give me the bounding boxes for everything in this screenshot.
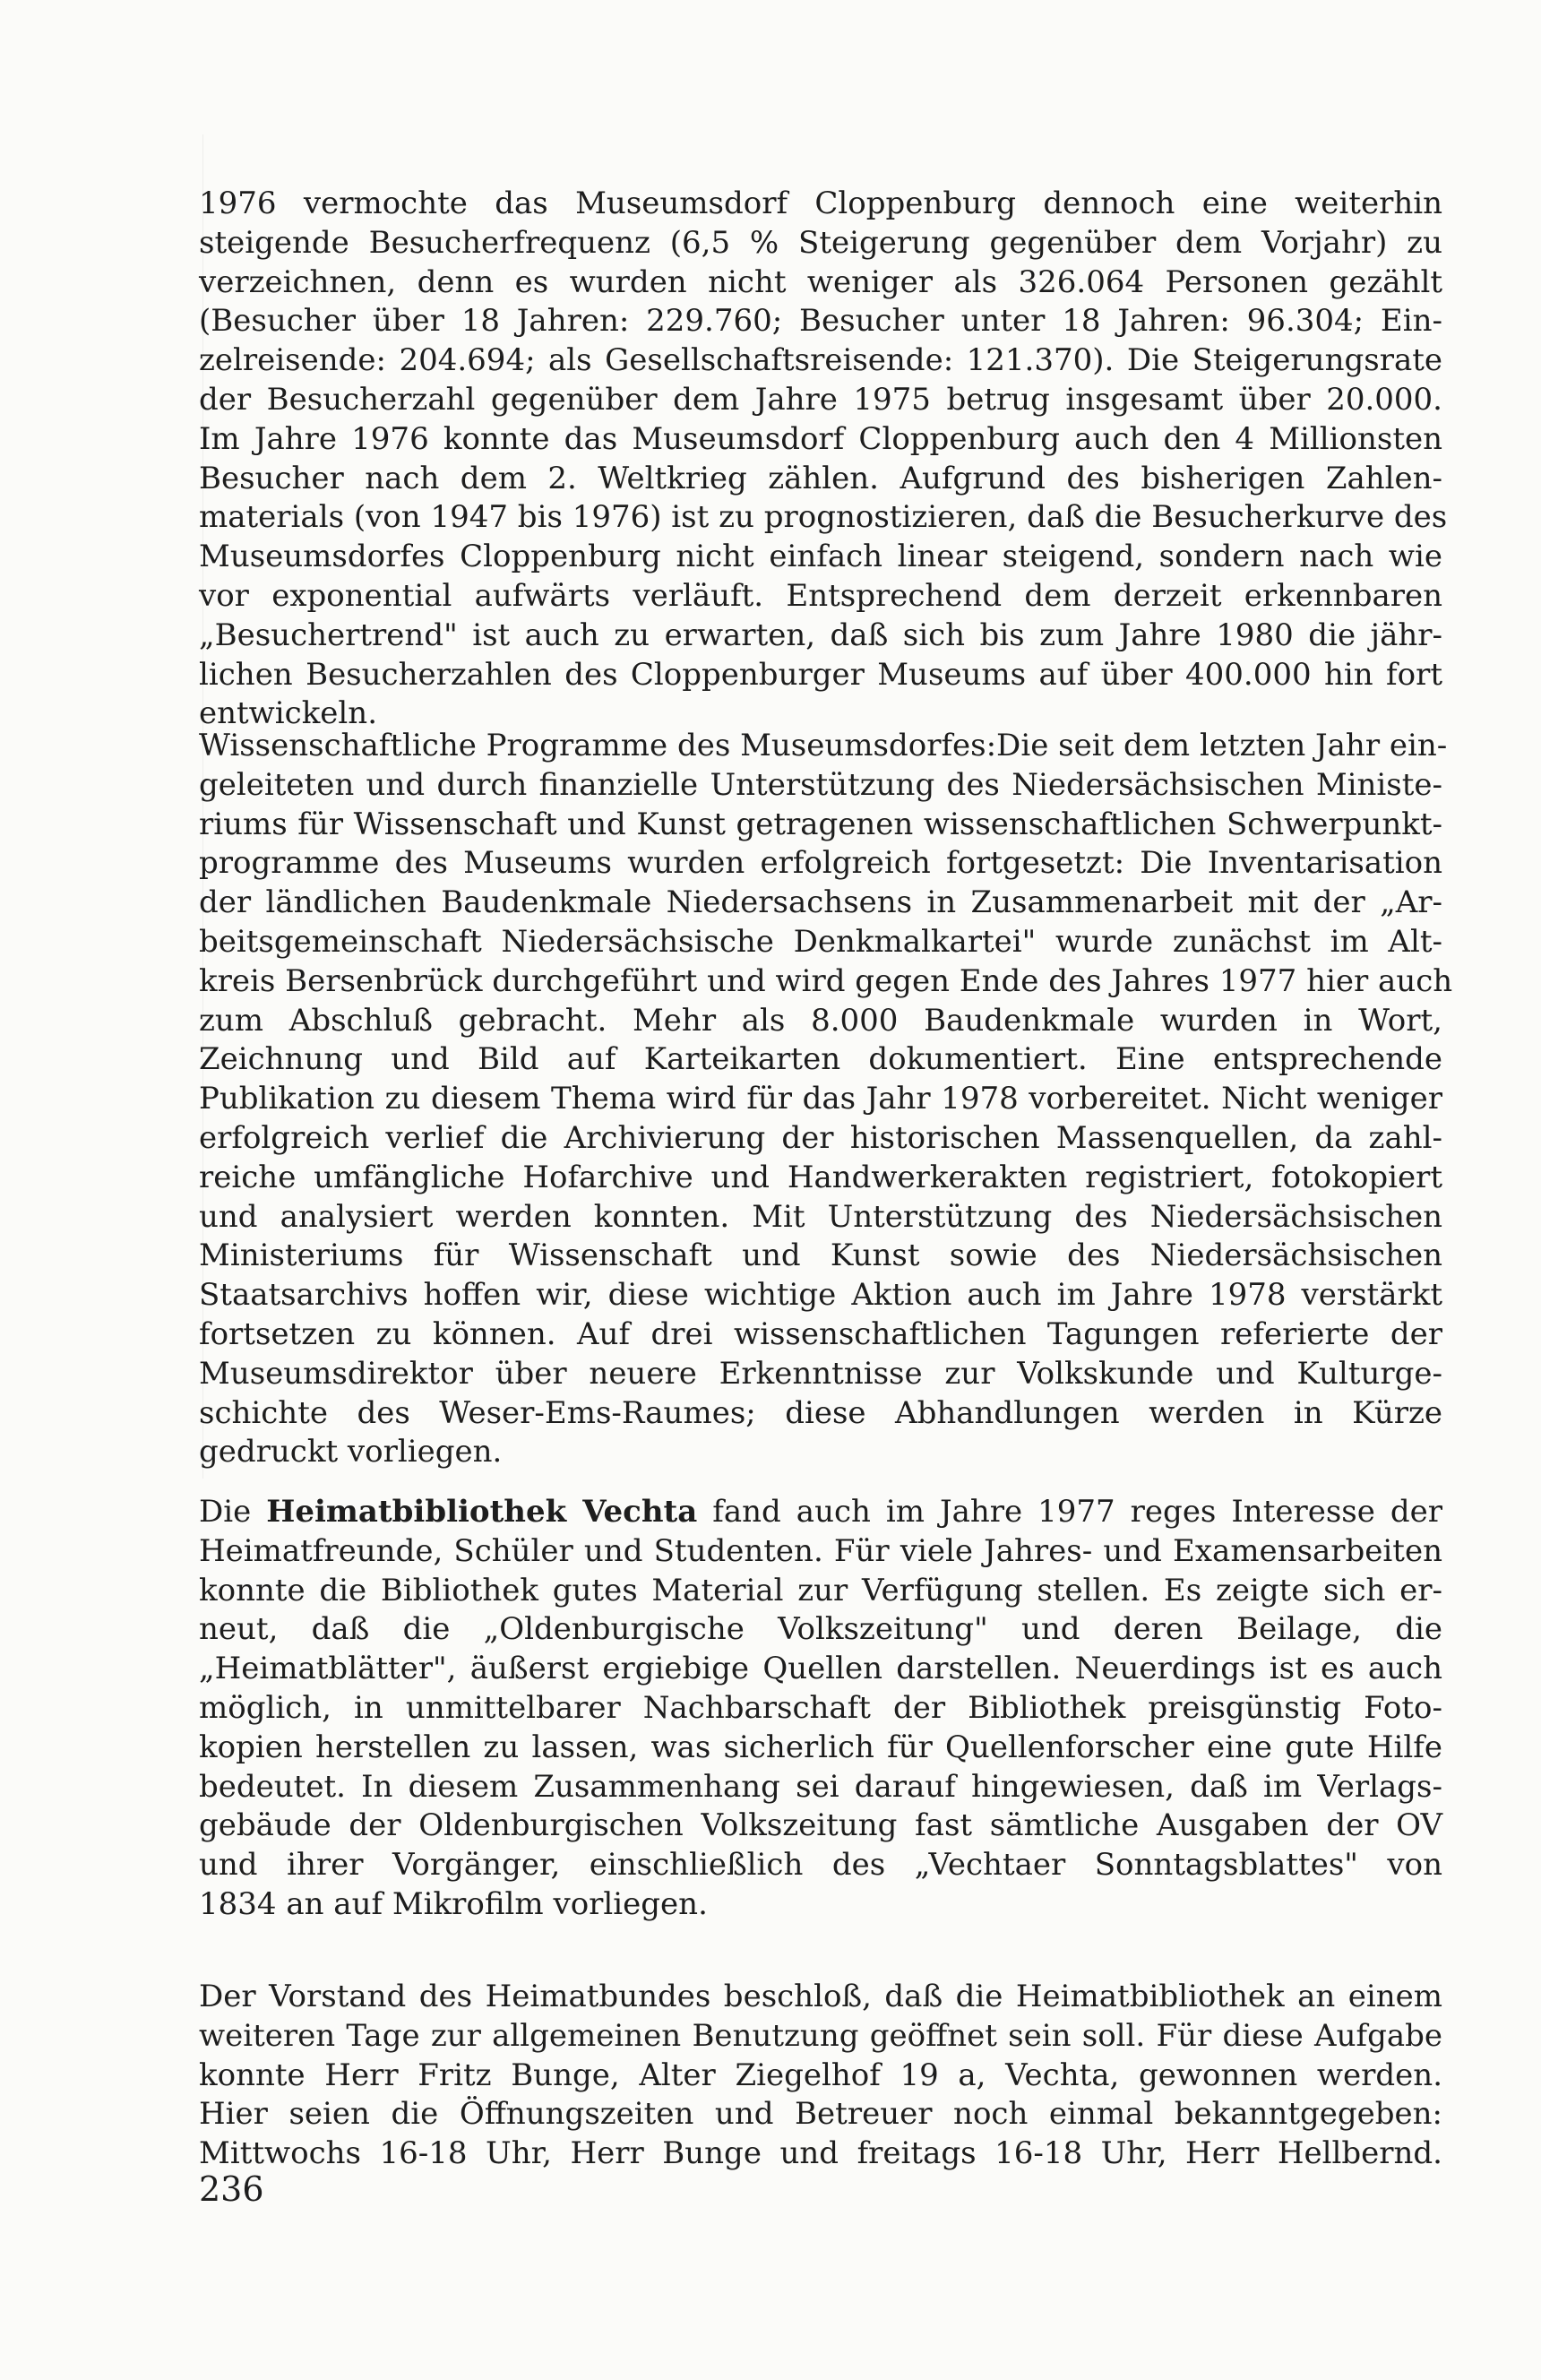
text-line: vor exponential aufwärts verläuft. Entsprechend dem derzeit erkennbaren <box>199 577 1442 614</box>
text-line: kreis Bersenbrück durchgeführt und wird gegen Ende des Jahres 1977 hier auch <box>199 962 1453 999</box>
text-line: zelreisende: 204.694; als Gesellschaftsreisende: 121.370). Die Steigerungsrate <box>199 342 1442 379</box>
text-line: entwickeln. <box>199 695 378 732</box>
text-line: und ihrer Vorgänger, einschließlich des „Vechtaer Sonntagsblattes" von <box>199 1847 1442 1884</box>
text-line: zum Abschluß gebracht. Mehr als 8.000 Baudenkmale wurden in Wort, <box>199 1002 1442 1039</box>
paragraph-heimatbibliothek <box>199 1493 1442 1925</box>
text-line: und analysiert werden konnten. Mit Unterstützung des Niedersächsischen <box>199 1198 1442 1235</box>
paragraph-scientific-programmes <box>199 727 1453 1472</box>
line-prefix: Die <box>199 1494 267 1530</box>
text-line: 1976 vermochte das Museumsdorf Cloppenburg dennoch eine weiterhin <box>199 185 1442 221</box>
text-line: reiche umfängliche Hofarchive und Handwerkerakten registriert, fotokopiert <box>199 1159 1442 1195</box>
text-line: Publikation zu diesem Thema wird für das Jahr 1978 vorbereitet. Nicht weniger <box>199 1081 1442 1117</box>
text-line: erfolgreich verlief die Archivierung der historischen Massenquellen, da zahl- <box>199 1119 1442 1156</box>
text-line: materials (von 1947 bis 1976) ist zu prognostizieren, daß die Besucherkurve des <box>199 499 1448 536</box>
text-line: schichte des Weser-Ems-Raumes; diese Abhandlungen werden in Kürze <box>199 1394 1442 1431</box>
text-line: lichen Besucherzahlen des Cloppenburger Museums auf über 400.000 hin fort <box>199 656 1442 693</box>
text-line: Ministeriums für Wissenschaft und Kunst sowie des Niedersächsischen <box>199 1237 1442 1274</box>
text-line: möglich, in unmittelbarer Nachbarschaft der Bibliothek preisgünstig Foto- <box>199 1689 1442 1726</box>
text-line: „Heimatblätter", äußerst ergiebige Quellen darstellen. Neuerdings ist es auch <box>199 1651 1442 1687</box>
paragraph-opening-hours <box>199 1978 1442 2174</box>
text-line: Wissenschaftliche Programme des Museumsdorfes:Die seit dem letzten Jahr ein- <box>199 728 1448 763</box>
text-line: Der Vorstand des Heimatbundes beschloß, daß die Heimatbibliothek an einem <box>199 1979 1442 2014</box>
library-name-bold: Heimatbibliothek Vechta <box>266 1494 698 1530</box>
text-line: programme des Museums wurden erfolgreich fortgesetzt: Die Inventarisation <box>199 845 1442 882</box>
text-line: Im Jahre 1976 konnte das Museumsdorf Cloppenburg auch den 4 Millionsten <box>199 420 1442 457</box>
text-line: neut, daß die „Oldenburgische Volkszeitung" und deren Beilage, die <box>199 1611 1442 1648</box>
text-line: verzeichnen, denn es wurden nicht weniger als 326.064 Personen gezählt <box>199 263 1442 300</box>
text-line: riums für Wissenschaft und Kunst getragenen wissenschaftlichen Schwerpunkt- <box>199 806 1442 842</box>
text-line: Museumsdorfes Cloppenburg nicht einfach linear steigend, sondern nach wie <box>199 539 1442 575</box>
paragraph-museumsdorf-visitors <box>199 185 1448 734</box>
text-line: Museumsdirektor über neuere Erkenntnisse zur Volkskunde und Kulturge- <box>199 1355 1442 1392</box>
text-line: der Besucherzahl gegenüber dem Jahre 1975 betrug insgesamt über 20.000. <box>199 381 1442 418</box>
text-line: gedruckt vorliegen. <box>199 1434 503 1470</box>
text-line: geleiteten und durch finanzielle Unterstützung des Niedersächsischen Ministe- <box>199 766 1442 803</box>
text-line: Hier seien die Öffnungszeiten und Betreuer noch einmal bekanntgegeben: <box>199 2096 1442 2133</box>
text-line: kopien herstellen zu lassen, was sicherlich für Quellenforscher eine gute Hilfe <box>199 1729 1442 1765</box>
text-line: Heimatfreunde, Schüler und Studenten. Für viele Jahres- und Examensarbeiten <box>199 1532 1442 1569</box>
text-line: weiteren Tage zur allgemeinen Benutzung geöffnet sein soll. Für diese Aufgabe <box>199 2017 1442 2054</box>
text-line: konnte Herr Fritz Bunge, Alter Ziegelhof 19 a, Vechta, gewonnen werden. <box>199 2057 1442 2093</box>
text-line: Mittwochs 16-18 Uhr, Herr Bunge und freitags 16-18 Uhr, Herr Hellbernd. <box>199 2135 1442 2172</box>
line-suffix: fand auch im Jahre 1977 reges Interesse der <box>697 1494 1443 1530</box>
text-line: Besucher nach dem 2. Weltkrieg zählen. Aufgrund des bisherigen Zahlen- <box>199 460 1442 496</box>
text-line: Staatsarchivs hoffen wir, diese wichtige Aktion auch im Jahre 1978 verstärkt <box>199 1277 1442 1314</box>
text-line: konnte die Bibliothek gutes Material zur Verfügung stellen. Es zeigte sich er- <box>199 1572 1442 1608</box>
page-number: 236 <box>199 2169 264 2209</box>
text-line: der ländlichen Baudenkmale Niedersachsens in Zusammenarbeit mit der „Ar- <box>199 884 1442 921</box>
text-line: beitsgemeinschaft Niedersächsische Denkmalkartei" wurde zunächst im Alt- <box>199 923 1442 960</box>
text-line: „Besuchertrend" ist auch zu erwarten, daß sich bis zum Jahre 1980 die jähr- <box>199 617 1442 653</box>
text-line: 1834 an auf Mikrofilm vorliegen. <box>199 1885 708 1922</box>
text-line: steigende Besucherfrequenz (6,5 % Steigerung gegenüber dem Vorjahr) zu <box>199 224 1442 261</box>
text-line-with-heading <box>199 1493 1442 1532</box>
text-line: bedeutet. In diesem Zusammenhang sei darauf hingewiesen, daß im Verlags- <box>199 1768 1442 1805</box>
text-line: fortsetzen zu können. Auf drei wissenschaftlichen Tagungen referierte der <box>199 1315 1442 1352</box>
text-line: Zeichnung und Bild auf Karteikarten dokumentiert. Eine entsprechende <box>199 1041 1442 1078</box>
text-line: gebäude der Oldenburgischen Volkszeitung fast sämtliche Ausgaben der OV <box>199 1807 1442 1844</box>
text-line: (Besucher über 18 Jahren: 229.760; Besucher unter 18 Jahren: 96.304; Ein- <box>199 303 1442 340</box>
